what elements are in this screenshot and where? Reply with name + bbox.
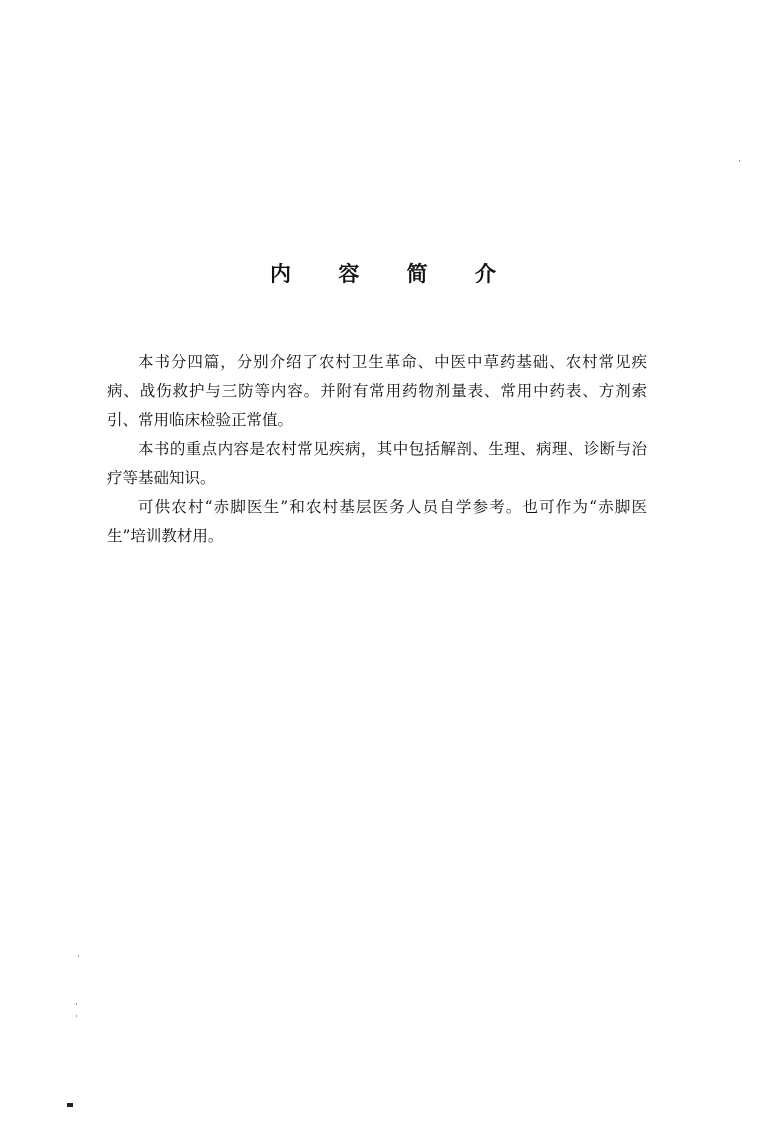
paragraph-contents-overview: 本书分四篇，分别介绍了农村卫生革命、中医中草药基础、农村常见疾病、战伤救护与三防等内容。并附有常用药物剂量表、常用中药表、方剂索引、常用临床检验正常值。 — [107, 353, 647, 429]
scan-mark — [67, 1103, 73, 1107]
scan-speck — [76, 1003, 77, 1005]
scan-speck — [76, 1015, 77, 1017]
paragraph-key-content: 本书的重点内容是农村常见疾病，其中包括解剖、生理、病理、诊断与治疗等基础知识。 — [107, 440, 647, 487]
scan-speck — [78, 955, 79, 957]
paragraph-audience: 可供农村“赤脚医生”和农村基层医务人员自学参考。也可作为“赤脚医生”培训教材用。 — [107, 498, 647, 545]
introduction-body — [107, 348, 647, 551]
scan-speck — [739, 160, 740, 162]
page-title: 内 容 简 介 — [270, 261, 516, 286]
